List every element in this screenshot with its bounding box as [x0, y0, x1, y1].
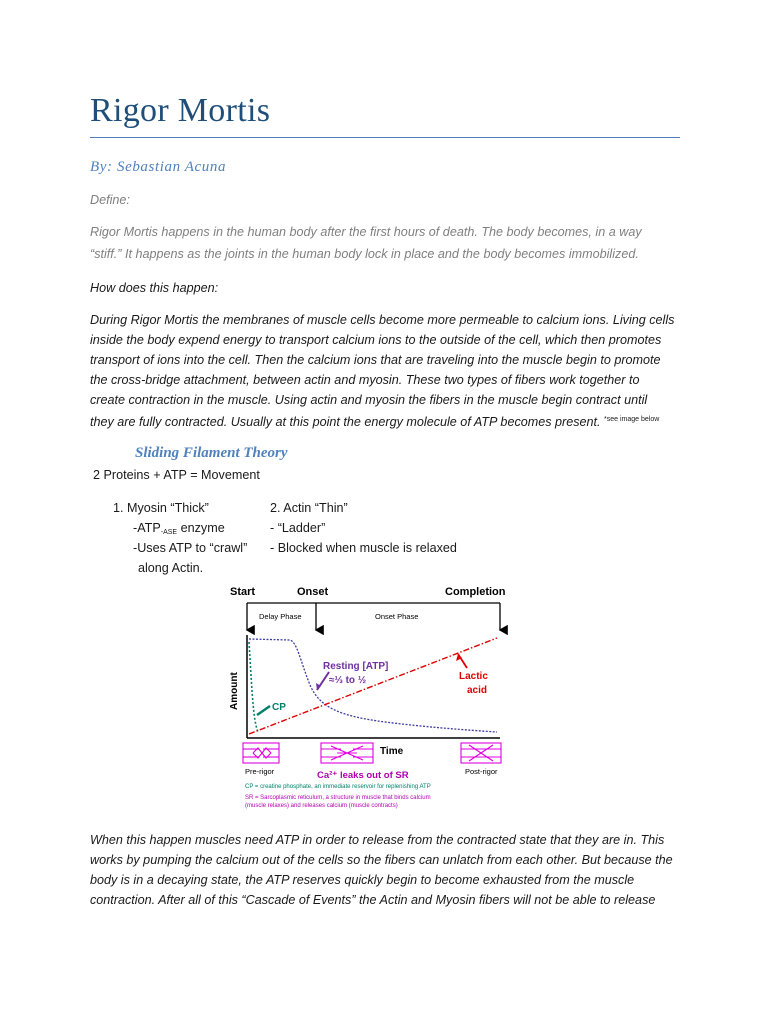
- post-rigor-label: Post-rigor: [465, 767, 498, 776]
- atp-text: -ATP: [133, 521, 161, 535]
- onset-sarcomere-icon: [321, 743, 373, 763]
- list-item-1-line-3: -Uses ATP to “crawl”: [133, 541, 248, 555]
- list-item-1-title: 1. Myosin “Thick”: [113, 501, 209, 515]
- rigor-mortis-timeline-figure: [225, 580, 515, 810]
- list-item-2-title: 2. Actin “Thin”: [270, 501, 348, 515]
- mechanism-line: create contraction in the muscle. Using actin and myosin the fibers in the muscle begin contract until: [90, 393, 648, 407]
- closing-line: body is in a decaying state, the ATP reserves quickly begin to become exhausted from the muscle: [90, 873, 635, 887]
- sr-definition-1: SR = Sarcoplasmic reticulum, a structure in muscle that binds calcium: [245, 795, 431, 801]
- cp-label: CP: [272, 702, 286, 713]
- cp-pointer-arrow: [257, 706, 270, 715]
- equation-text: 2 Proteins + ATP = Movement: [93, 468, 260, 482]
- define-label: Define:: [90, 193, 130, 207]
- stage-start-label: Start: [230, 586, 256, 598]
- list-item-2-line-2: - “Ladder”: [270, 521, 326, 535]
- sr-definition-2: (muscle relaxes) and releases calcium (muscle contracts): [245, 803, 398, 809]
- definition-line-1: Rigor Mortis happens in the human body after the first hours of death. The body becomes, in a way: [90, 225, 642, 239]
- question-heading: How does this happen:: [90, 281, 219, 295]
- resting-atp-fraction: ≈⅓ to ½: [329, 675, 367, 686]
- mechanism-line: [90, 410, 720, 432]
- mechanism-line: transport of ions into the cell. Then the calcium ions that are traveling into the muscle begin to promote: [90, 353, 661, 367]
- stage-completion-label: Completion: [445, 586, 506, 598]
- pre-rigor-label: Pre-rigor: [245, 767, 275, 776]
- closing-line: works by pumping the calcium out of the cells so the fibers can unlatch from each other. But because the: [90, 853, 673, 867]
- author-byline: By: Sebastian Acuna: [90, 159, 227, 175]
- cp-definition: CP = creatine phosphate, an immediate reservoir for replenishing ATP: [245, 784, 431, 790]
- ase-subscript: -ASE: [160, 529, 178, 536]
- mechanism-line-text: they are fully contracted. Usually at this point the energy molecule of ATP becomes present.: [90, 415, 601, 429]
- see-image-note: *see image below: [604, 416, 660, 423]
- timeline-diagram: [225, 580, 515, 810]
- ca-leak-label: Ca²⁺ leaks out of SR: [317, 770, 409, 781]
- stage-onset-label: Onset: [297, 586, 329, 598]
- lactic-acid-line: [249, 638, 497, 734]
- x-axis-label: Time: [380, 746, 404, 757]
- onset-phase-label: Onset Phase: [375, 612, 419, 621]
- title-divider: [90, 137, 680, 138]
- delay-phase-label: Delay Phase: [259, 612, 302, 621]
- post-rigor-sarcomere-icon: [461, 743, 501, 763]
- enzyme-text: enzyme: [177, 521, 225, 535]
- pre-rigor-sarcomere-icon: [243, 743, 279, 763]
- mechanism-line: During Rigor Mortis the membranes of muscle cells become more permeable to calcium ions. Living cells: [90, 313, 675, 327]
- cp-curve: [249, 642, 258, 732]
- lactic-acid-label: Lactic: [459, 671, 488, 682]
- page-title: Rigor Mortis: [90, 92, 271, 129]
- atp-curve: [249, 639, 497, 732]
- closing-line: When this happen muscles need ATP in order to release from the contracted state that they are in. This: [90, 833, 665, 847]
- mechanism-line: inside the body expend energy to transport calcium ions to the outside of the cell, which then promotes: [90, 333, 662, 347]
- section-heading: Sliding Filament Theory: [135, 445, 288, 461]
- definition-line-2: “stiff.” It happens as the joints in the human body lock in place and the body becomes immobilized.: [90, 247, 639, 261]
- lactic-acid-label-2: acid: [467, 685, 488, 696]
- closing-line: contraction. After all of this “Cascade of Events” the Actin and Myosin fibers will not be able to release: [90, 893, 656, 907]
- y-axis-label: Amount: [229, 672, 240, 710]
- list-item-1-line-4: along Actin.: [138, 561, 204, 575]
- list-item-2-line-3: - Blocked when muscle is relaxed: [270, 541, 457, 555]
- mechanism-line: the cross-bridge attachment, between actin and myosin. These two types of fibers work together to: [90, 373, 640, 387]
- resting-atp-label: Resting [ATP]: [323, 661, 389, 672]
